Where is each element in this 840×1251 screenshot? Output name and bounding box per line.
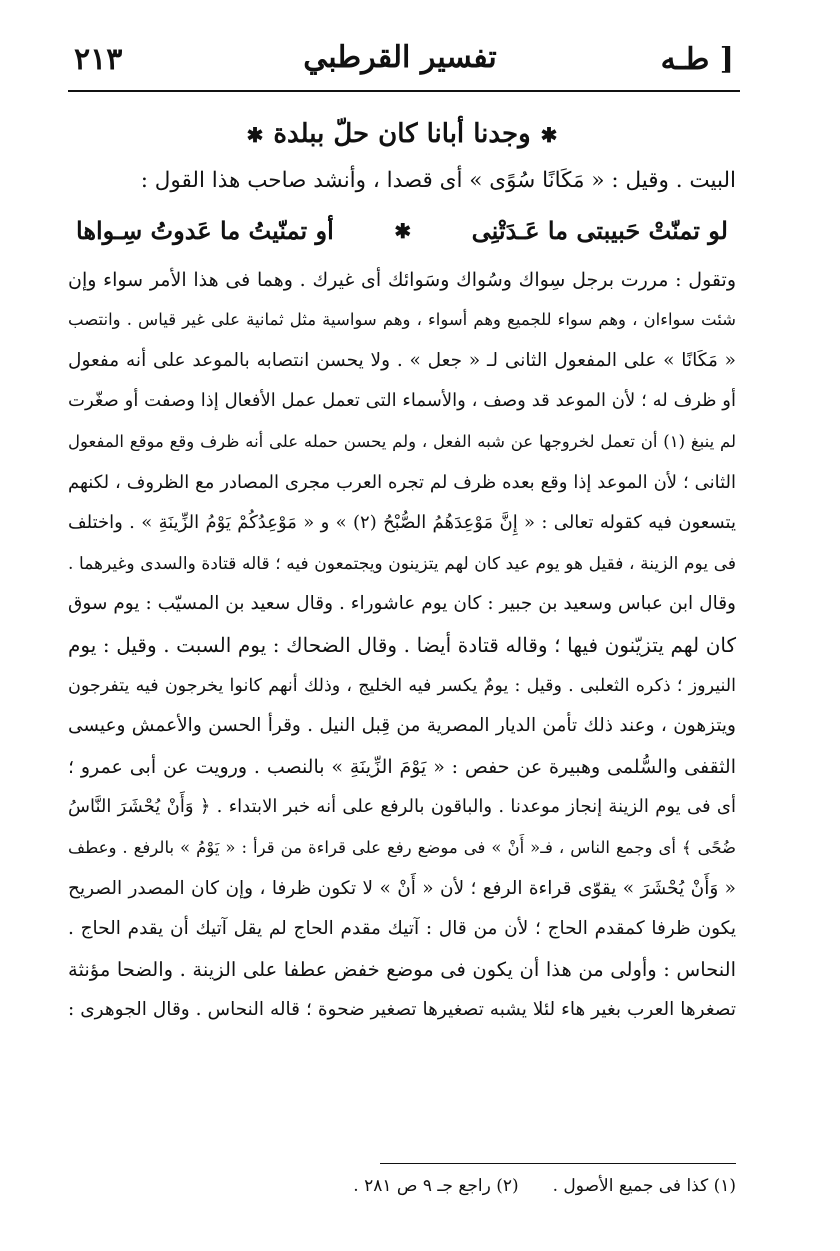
poem-verse — [68, 202, 736, 260]
star-ornament: ✱ — [394, 218, 412, 243]
text-line: لم ينبغ (١) أن تعمل لخروجها عن شبه الفعل ، ولم يحسن حمله على أنه ظرف وقع موقع المفعول — [68, 431, 736, 451]
text-block-a — [68, 161, 736, 202]
text-line: وقال ابن عباس وسعيد بن جبير : كان يوم عاشوراء . وقال سعيد بن المسيّب : يوم سوق — [68, 593, 736, 615]
text-line: فى يوم الزينة ، فقيل هو يوم عيد كان لهم يتزينون ويجتمعون فيه ؛ قاله قتادة والسدى وغيرهما . — [68, 553, 736, 574]
sura-label: طـه ] — [660, 42, 734, 77]
footnote-rule — [380, 1163, 736, 1164]
verse-text: وجدنا أبانا كان حلّ ببلدة — [273, 119, 531, 149]
text-line: « مَكَانًا » على المفعول الثانى لـ « جعل » . ولا يحسن انتصابه بالموعد على أنه مفعول — [68, 349, 736, 371]
footnotes — [296, 1176, 736, 1196]
text-line: يتسعون فيه كقوله تعالى : « إِنَّ مَوْعِدَهُمُ الصُّبْحُ (٢) » و « مَوْعِدُكُمْ يَوْمُ الزِّينَةِ » . واختلف — [68, 512, 736, 534]
star-ornament-right: ✱ — [540, 123, 558, 147]
text-block-b — [68, 260, 736, 1031]
footnote-1: (١) كذا فى جميع الأصول . — [552, 1176, 736, 1196]
text-line: النحاس : وأولى من هذا أن يكون فى موضع خفض عطفا على الزينة . والضحا مؤنثة — [68, 957, 736, 981]
text-line: البيت . وقيل : « مَكَانًا سُوًى » أى قصدا ، وأنشد صاحب هذا القول : — [140, 168, 736, 193]
text-line: ويتزهون ، وعند ذلك تأمن الديار المصرية من قِبل النيل . وقرأ الحسن والأعمش وعيسى — [68, 715, 736, 737]
text-line: « وَأَنْ يُحْشَرَ » يقوّى قراءة الرفع ؛ لأن « أَنْ » لا تكون ظرفا ، وإن كان المصدر الصريح — [68, 877, 736, 899]
text-line: الثقفى والسُّلمى وهبيرة عن حفص : « يَوْمَ الزِّينَةِ » بالنصب . ورويت عن أبى عمرو ؛ — [68, 755, 736, 778]
text-line: الثانى ؛ لأن الموعد إذا وقع بعده ظرف لم تجره العرب مجرى المصادر مع الظروف ، لكنهم — [68, 471, 736, 493]
hemistich-right: لو تمنّتْ حَبيبتى ما عَـدَتْنِى — [471, 215, 728, 245]
text-line: ضُحًى ﴾ أى وجمع الناس ، فـ« أَنْ » فى موضع رفع على قراءة من قرأ : « يَوْمُ » بالرفع . وعطف — [68, 837, 736, 857]
book-title: تفسير القرطبي — [303, 40, 497, 75]
hemistich-left: أو تمنّيتُ ما عَدوتُ سِـواها — [76, 215, 334, 245]
star-ornament-left: ✱ — [246, 123, 264, 147]
footnote-2: (٢) راجع جـ ٩ ص ٢٨١ . — [353, 1176, 519, 1196]
header-rule — [68, 90, 740, 92]
text-line: أى فى يوم الزينة إنجاز موعدنا . والباقون بالرفع على أنه خبر الابتداء . ﴿ وَأَنْ يُحْشَرَ النَّاسُ — [68, 796, 736, 818]
text-line: شئت سواءان ، وهم سواء للجميع وهم أسواء ، وهم سواسية مثل ثمانية على غير قياس . وانتصب — [68, 310, 736, 330]
running-header — [60, 30, 740, 90]
text-line: وتقول : مررت برجل سِواك وسُواك وسَوائك أى غيرك . وهما فى هذا الأمر سواء وإن — [68, 268, 736, 291]
verse-fragment — [68, 108, 736, 161]
text-line: تصغرها العرب بغير هاء لئلا يشبه تصغيرها تصغير ضحوة ؛ قاله النحاس . وقال الجوهرى : — [68, 999, 736, 1021]
page-body — [68, 108, 736, 1031]
text-line: يكون ظرفا كمقدم الحاج ؛ لأن من قال : آتيك مقدم الحاج لم يقل آتيك أن يقدم الحاج . — [68, 918, 736, 940]
text-line: كان لهم يتزيّنون فيها ؛ وقاله قتادة أيضا . وقال الضحاك : يوم السبت . وقيل : يوم — [68, 632, 736, 657]
page-number: ٢١٣ — [74, 42, 123, 77]
text-line: النيروز ؛ ذكره الثعلبى . وقيل : يومٌ يكسر فيه الخليج ، وذلك أنهم كانوا يخرجون فيه يتفرجون — [68, 675, 736, 696]
text-line: أو ظرف له ؛ لأن الموعد قد وصف ، والأسماء التى تعمل عمل الأفعال إذا وصفت أو صغّرت — [68, 390, 736, 412]
